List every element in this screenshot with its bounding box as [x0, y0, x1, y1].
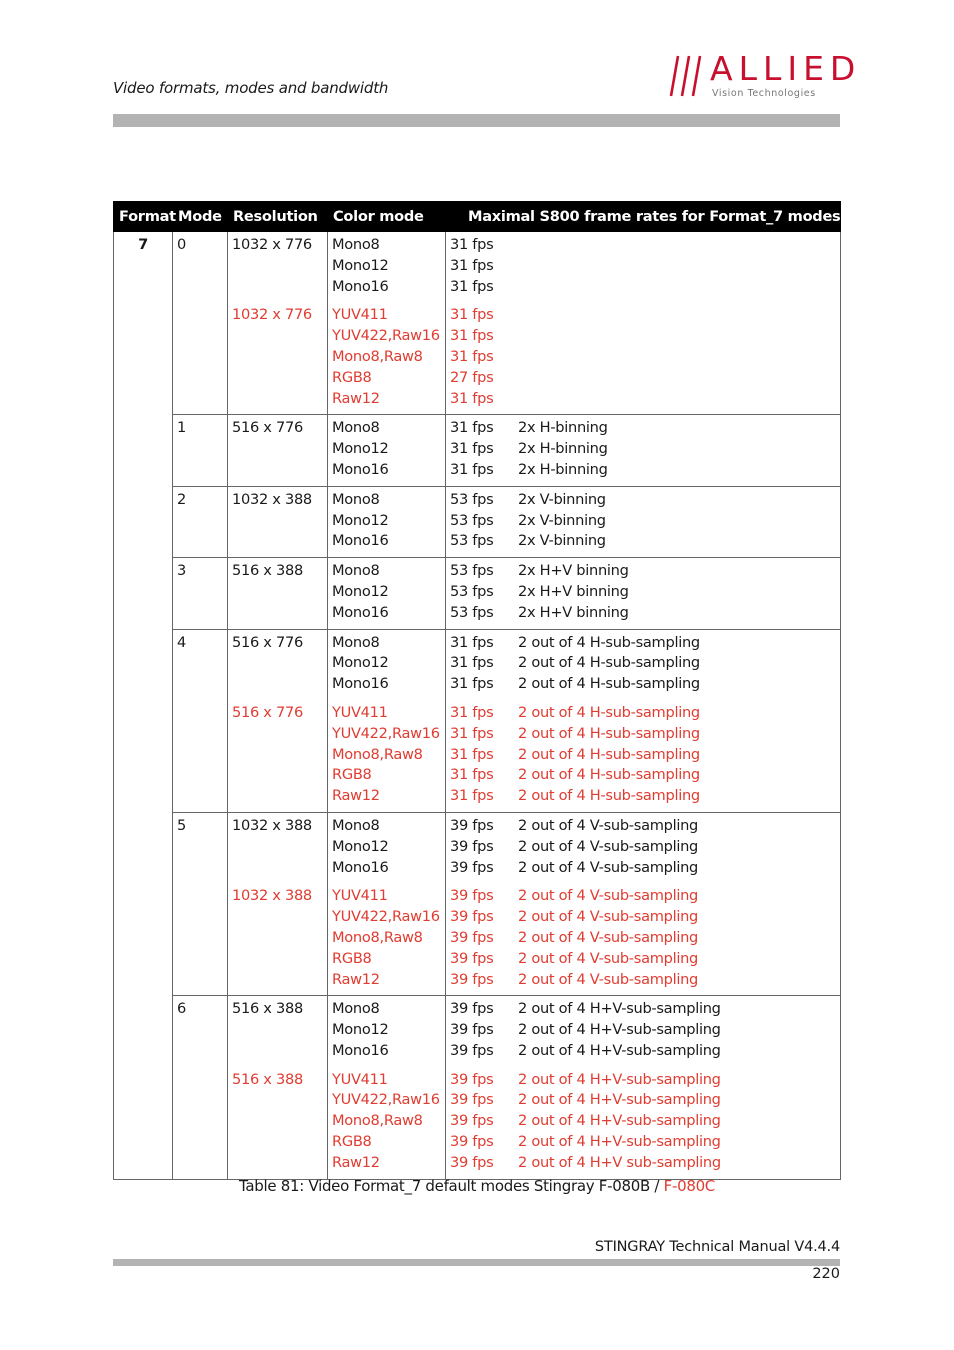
group-spacer: [232, 878, 323, 886]
col-header-resolution: Resolution: [228, 202, 328, 232]
frame-rate-note: 2 out of 4 V-sub-sampling: [518, 837, 699, 855]
frame-rate-value: 39 fps: [450, 1070, 494, 1088]
line-filler: [232, 277, 323, 298]
header-rule: [113, 114, 840, 127]
group-spacer: [332, 878, 441, 886]
color-mode-value: RGB8: [332, 368, 372, 386]
color-mode-value: Mono8: [332, 816, 380, 834]
frame-rate-value: 39 fps: [450, 1112, 494, 1130]
frame-rate-line: [450, 745, 836, 766]
color-mode-value: Mono16: [332, 532, 389, 550]
frame-rate-line: [450, 531, 836, 552]
frame-rate-value: 31 fps: [450, 675, 494, 693]
line-filler: [232, 786, 323, 807]
frame-rate-cell: [446, 232, 841, 415]
frame-rate-note: 2 out of 4 H+V-sub-sampling: [518, 1091, 721, 1109]
line-filler: [232, 389, 323, 410]
color-mode-cell: [328, 629, 446, 812]
frame-rate-note: 2 out of 4 H+V-sub-sampling: [518, 1133, 721, 1151]
frame-rate-value: 39 fps: [450, 1153, 494, 1171]
col-header-color-mode: Color mode: [328, 202, 446, 232]
frame-rate-note: 2 out of 4 H+V-sub-sampling: [518, 1000, 721, 1018]
resolution-cell: [228, 812, 328, 995]
frame-rate-line: [450, 970, 836, 991]
frame-rate-note: 2 out of 4 H+V-sub-sampling: [518, 1021, 721, 1039]
frame-rate-line: [450, 1020, 836, 1041]
frame-rate-note: 2 out of 4 H-sub-sampling: [518, 654, 700, 672]
logo-slashes-icon: [668, 54, 708, 98]
allied-logo: [668, 49, 862, 102]
line-filler: [232, 970, 323, 991]
frame-rate-line: [450, 1090, 836, 1111]
line-filler: [232, 460, 323, 481]
frame-rate-line: [450, 389, 836, 410]
frame-rate-line: [450, 928, 836, 949]
frame-rate-line: [450, 907, 836, 928]
frame-rate-line: [450, 460, 836, 481]
frame-rate-line: [450, 786, 836, 807]
color-mode-value: Mono8: [332, 236, 380, 253]
footer-manual-title: STINGRAY Technical Manual V4.4.4: [594, 1239, 840, 1255]
color-mode-value: Raw12: [332, 389, 380, 407]
frame-rate-value: 39 fps: [450, 949, 494, 967]
frame-rate-cell: [446, 629, 841, 812]
table-row: [114, 232, 841, 415]
group-spacer: [332, 695, 441, 703]
color-mode-value: YUV411: [332, 703, 388, 721]
frame-rate-value: 39 fps: [450, 1021, 494, 1039]
frame-rate-value: 39 fps: [450, 858, 494, 876]
frame-rate-value: 53 fps: [450, 603, 494, 621]
col-header-format: Format: [114, 202, 173, 232]
frame-rate-value: 31 fps: [450, 389, 494, 407]
line-filler: [232, 745, 323, 766]
color-mode-value: Mono8,Raw8: [332, 1112, 423, 1130]
frame-rate-line: [450, 653, 836, 674]
mode-cell: 2: [173, 486, 228, 557]
color-mode-cell: [328, 558, 446, 629]
frame-rate-line: [450, 305, 836, 326]
line-filler: [232, 582, 323, 603]
frame-rate-line: [450, 277, 836, 298]
color-mode-value: YUV411: [332, 1070, 388, 1088]
color-mode-value: Mono16: [332, 1041, 389, 1059]
frame-rate-line: [450, 490, 836, 511]
line-filler: [232, 949, 323, 970]
table-row: [114, 996, 841, 1179]
line-filler: [232, 1020, 323, 1041]
frame-rate-note: 2x H-binning: [518, 460, 608, 478]
frame-rate-note: 2 out of 4 H-sub-sampling: [518, 703, 700, 721]
frame-rate-line: [450, 765, 836, 786]
line-filler: [232, 674, 323, 695]
col-header-frame-rates: Maximal S800 frame rates for Format_7 modes: [446, 202, 841, 232]
resolution-value: 516 x 776: [232, 703, 303, 721]
color-mode-value: Mono8: [332, 419, 380, 437]
color-mode-value: Mono12: [332, 582, 389, 600]
frame-rate-note: 2 out of 4 V-sub-sampling: [518, 970, 699, 988]
frame-rate-note: 2 out of 4 H-sub-sampling: [518, 633, 700, 651]
frame-rate-note: 2 out of 4 V-sub-sampling: [518, 908, 699, 926]
frame-rate-note: 2x H+V binning: [518, 582, 629, 600]
mode-cell: 4: [173, 629, 228, 812]
line-filler: [232, 653, 323, 674]
frame-rate-line: [450, 347, 836, 368]
color-mode-value: Mono12: [332, 654, 389, 672]
line-filler: [232, 347, 323, 368]
resolution-value: 1032 x 388: [232, 887, 312, 905]
resolution-cell: [228, 232, 328, 415]
color-mode-value: Mono12: [332, 440, 389, 458]
frame-rate-line: [450, 858, 836, 879]
frame-rate-note: 2x V-binning: [518, 532, 606, 550]
running-header: Video formats, modes and bandwidth: [113, 79, 389, 97]
color-mode-value: RGB8: [332, 766, 372, 784]
line-filler: [232, 837, 323, 858]
frame-rate-note: 2 out of 4 H-sub-sampling: [518, 675, 700, 693]
frame-rate-line: [450, 949, 836, 970]
line-filler: [232, 1041, 323, 1062]
resolution-value: 1032 x 776: [232, 236, 312, 253]
color-mode-value: RGB8: [332, 1133, 372, 1151]
frame-rate-value: 31 fps: [450, 236, 494, 253]
frame-rate-note: 2 out of 4 H+V sub-sampling: [518, 1153, 721, 1171]
table-row: [114, 558, 841, 629]
frame-rate-value: 53 fps: [450, 562, 494, 580]
group-spacer: [332, 1062, 441, 1070]
frame-rate-line: [450, 633, 836, 654]
frame-rate-line: [450, 1041, 836, 1062]
line-filler: [232, 368, 323, 389]
frame-rate-line: [450, 1070, 836, 1091]
frame-rate-note: 2 out of 4 V-sub-sampling: [518, 887, 699, 905]
frame-rate-value: 31 fps: [450, 327, 494, 345]
frame-rate-value: 31 fps: [450, 724, 494, 742]
resolution-value: 1032 x 776: [232, 306, 312, 324]
color-mode-cell: [328, 232, 446, 415]
color-mode-value: YUV422,Raw16: [332, 908, 440, 926]
frame-rate-value: 31 fps: [450, 440, 494, 458]
frame-rate-value: 39 fps: [450, 970, 494, 988]
color-mode-cell: [328, 812, 446, 995]
frame-rate-line: [450, 1153, 836, 1174]
color-mode-value: YUV422,Raw16: [332, 724, 440, 742]
color-mode-cell: [328, 996, 446, 1179]
frame-rate-line: [450, 561, 836, 582]
frame-rate-line: [450, 418, 836, 439]
group-spacer: [332, 297, 441, 305]
color-mode-value: Mono8: [332, 1000, 380, 1018]
frame-rate-value: 53 fps: [450, 511, 494, 529]
frame-rate-value: 39 fps: [450, 887, 494, 905]
frame-rate-value: 31 fps: [450, 347, 494, 365]
logo-tagline: Vision Technologies: [712, 88, 816, 99]
color-mode-cell: [328, 486, 446, 557]
resolution-cell: [228, 629, 328, 812]
frame-rate-cell: [446, 415, 841, 486]
frame-rate-cell: [446, 812, 841, 995]
frame-rate-line: [450, 256, 836, 277]
frame-rate-value: 31 fps: [450, 654, 494, 672]
group-spacer: [450, 297, 836, 305]
line-filler: [232, 907, 323, 928]
frame-rate-value: 31 fps: [450, 256, 494, 274]
frame-rate-note: 2x H-binning: [518, 440, 608, 458]
color-mode-value: RGB8: [332, 949, 372, 967]
color-mode-value: Mono8,Raw8: [332, 928, 423, 946]
color-mode-value: Mono12: [332, 256, 389, 274]
frame-rate-value: 39 fps: [450, 837, 494, 855]
frame-rate-cell: [446, 558, 841, 629]
resolution-value: 1032 x 388: [232, 490, 312, 508]
frame-rate-note: 2 out of 4 H+V-sub-sampling: [518, 1112, 721, 1130]
table-caption: [0, 1177, 954, 1195]
frame-rate-note: 2 out of 4 H-sub-sampling: [518, 724, 700, 742]
table-header-row: [114, 202, 841, 232]
color-mode-value: Raw12: [332, 787, 380, 805]
frame-rate-cell: [446, 486, 841, 557]
mode-cell: 3: [173, 558, 228, 629]
color-mode-value: Mono12: [332, 511, 389, 529]
frame-rate-line: [450, 235, 836, 256]
resolution-cell: [228, 996, 328, 1179]
frame-rate-line: [450, 1111, 836, 1132]
color-mode-value: Mono8: [332, 562, 380, 580]
frame-rate-line: [450, 886, 836, 907]
footer-rule: [113, 1259, 840, 1266]
frame-rate-note: 2x H+V binning: [518, 603, 629, 621]
frame-rate-value: 27 fps: [450, 368, 494, 386]
frame-rate-cell: [446, 996, 841, 1179]
line-filler: [232, 531, 323, 552]
resolution-cell: [228, 558, 328, 629]
color-mode-value: Mono16: [332, 277, 389, 295]
frame-rate-line: [450, 837, 836, 858]
frame-rate-line: [450, 368, 836, 389]
line-filler: [232, 765, 323, 786]
line-filler: [232, 603, 323, 624]
frame-rate-note: 2 out of 4 V-sub-sampling: [518, 816, 699, 834]
frame-rate-line: [450, 582, 836, 603]
logo-wordmark: ALLIED: [710, 49, 862, 88]
frame-rate-value: 31 fps: [450, 745, 494, 763]
frame-rate-line: [450, 1132, 836, 1153]
color-mode-value: Mono12: [332, 1021, 389, 1039]
line-filler: [232, 511, 323, 532]
table-row: [114, 415, 841, 486]
line-filler: [232, 1153, 323, 1174]
frame-rate-note: 2x V-binning: [518, 490, 606, 508]
resolution-value: 516 x 388: [232, 1000, 303, 1018]
frame-rate-note: 2x V-binning: [518, 511, 606, 529]
frame-rate-line: [450, 816, 836, 837]
table-body: [114, 232, 841, 1180]
resolution-value: 516 x 776: [232, 419, 303, 437]
frame-rate-note: 2 out of 4 V-sub-sampling: [518, 858, 699, 876]
frame-rate-line: [450, 724, 836, 745]
caption-highlight: F-080C: [663, 1177, 715, 1195]
color-mode-value: YUV422,Raw16: [332, 327, 440, 345]
resolution-value: 516 x 776: [232, 633, 303, 651]
color-mode-value: Mono16: [332, 460, 389, 478]
frame-rate-note: 2 out of 4 H-sub-sampling: [518, 766, 700, 784]
line-filler: [232, 1111, 323, 1132]
mode-cell: 5: [173, 812, 228, 995]
frame-rate-value: 39 fps: [450, 1000, 494, 1018]
group-spacer: [450, 878, 836, 886]
format7-modes-table: [113, 201, 841, 1180]
frame-rate-note: 2 out of 4 H-sub-sampling: [518, 745, 700, 763]
frame-rate-note: 2 out of 4 H-sub-sampling: [518, 787, 700, 805]
group-spacer: [232, 1062, 323, 1070]
format-cell: 7: [114, 232, 173, 1180]
line-filler: [232, 1090, 323, 1111]
line-filler: [232, 1132, 323, 1153]
group-spacer: [232, 695, 323, 703]
frame-rate-line: [450, 703, 836, 724]
frame-rate-value: 31 fps: [450, 277, 494, 295]
frame-rate-line: [450, 603, 836, 624]
frame-rate-value: 39 fps: [450, 1091, 494, 1109]
color-mode-value: Mono16: [332, 858, 389, 876]
color-mode-value: Mono8,Raw8: [332, 745, 423, 763]
color-mode-value: Mono8: [332, 490, 380, 508]
frame-rate-note: 2 out of 4 V-sub-sampling: [518, 949, 699, 967]
group-spacer: [232, 297, 323, 305]
table-row: [114, 812, 841, 995]
frame-rate-value: 39 fps: [450, 1133, 494, 1151]
frame-rate-value: 53 fps: [450, 532, 494, 550]
frame-rate-value: 39 fps: [450, 816, 494, 834]
frame-rate-line: [450, 439, 836, 460]
resolution-value: 516 x 388: [232, 1070, 303, 1088]
frame-rate-line: [450, 999, 836, 1020]
frame-rate-note: 2 out of 4 H+V-sub-sampling: [518, 1041, 721, 1059]
line-filler: [232, 326, 323, 347]
color-mode-value: YUV411: [332, 887, 388, 905]
frame-rate-line: [450, 326, 836, 347]
frame-rate-value: 31 fps: [450, 787, 494, 805]
page-number: 220: [812, 1266, 840, 1282]
frame-rate-value: 31 fps: [450, 766, 494, 784]
frame-rate-note: 2x H+V binning: [518, 562, 629, 580]
color-mode-value: Mono8,Raw8: [332, 347, 423, 365]
color-mode-cell: [328, 415, 446, 486]
frame-rate-value: 31 fps: [450, 419, 494, 437]
color-mode-value: Mono16: [332, 603, 389, 621]
resolution-value: 516 x 388: [232, 562, 303, 580]
frame-rate-line: [450, 674, 836, 695]
frame-rate-value: 39 fps: [450, 1041, 494, 1059]
resolution-cell: [228, 415, 328, 486]
group-spacer: [450, 1062, 836, 1070]
resolution-cell: [228, 486, 328, 557]
color-mode-value: Mono12: [332, 837, 389, 855]
col-header-mode: Mode: [173, 202, 228, 232]
table-row: [114, 629, 841, 812]
color-mode-value: Raw12: [332, 1153, 380, 1171]
color-mode-value: Raw12: [332, 970, 380, 988]
frame-rate-note: 2 out of 4 H+V-sub-sampling: [518, 1070, 721, 1088]
mode-cell: 0: [173, 232, 228, 415]
table-row: [114, 486, 841, 557]
caption-text: Table 81: Video Format_7 default modes Stingray F-080B /: [238, 1177, 664, 1195]
frame-rate-value: 31 fps: [450, 633, 494, 651]
frame-rate-line: [450, 511, 836, 532]
color-mode-value: YUV411: [332, 306, 388, 324]
frame-rate-value: 53 fps: [450, 490, 494, 508]
line-filler: [232, 256, 323, 277]
frame-rate-value: 31 fps: [450, 460, 494, 478]
group-spacer: [450, 695, 836, 703]
frame-rate-value: 39 fps: [450, 908, 494, 926]
line-filler: [232, 439, 323, 460]
color-mode-value: YUV422,Raw16: [332, 1091, 440, 1109]
frame-rate-value: 31 fps: [450, 703, 494, 721]
color-mode-value: Mono8: [332, 633, 380, 651]
frame-rate-value: 31 fps: [450, 306, 494, 324]
line-filler: [232, 928, 323, 949]
resolution-value: 1032 x 388: [232, 816, 312, 834]
frame-rate-value: 53 fps: [450, 582, 494, 600]
color-mode-value: Mono16: [332, 675, 389, 693]
line-filler: [232, 858, 323, 879]
line-filler: [232, 724, 323, 745]
mode-cell: 6: [173, 996, 228, 1179]
frame-rate-note: 2 out of 4 V-sub-sampling: [518, 928, 699, 946]
frame-rate-value: 39 fps: [450, 928, 494, 946]
frame-rate-note: 2x H-binning: [518, 419, 608, 437]
mode-cell: 1: [173, 415, 228, 486]
